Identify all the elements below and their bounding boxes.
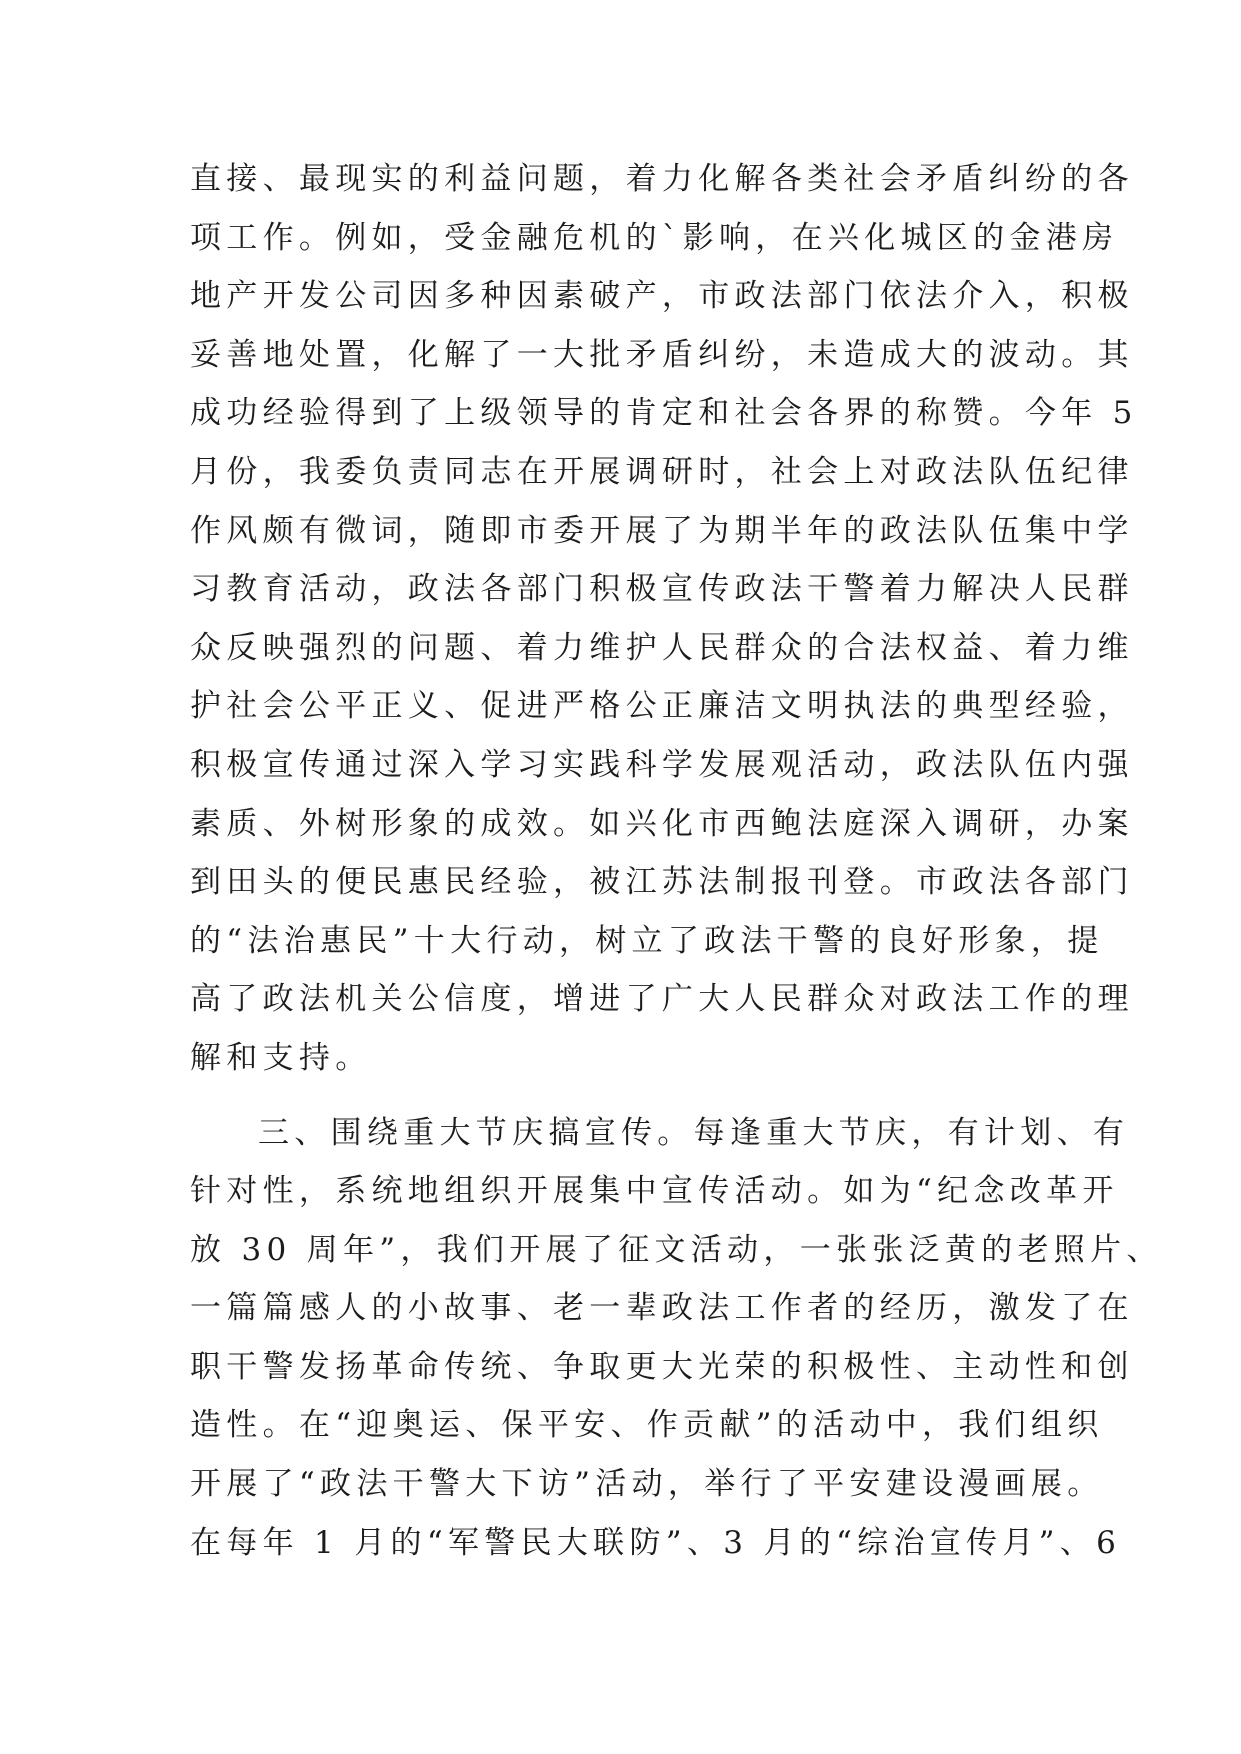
text-line: 众反映强烈的问题、着力维护人民群众的合法权益、着力维 [190, 629, 1134, 666]
text-line: 到田头的便民惠民经验，被江苏法制报刊登。市政法各部门 [190, 864, 1134, 901]
text-line: 积极宣传通过深入学习实践科学发展观活动，政法队伍内强 [190, 746, 1134, 783]
paragraph-2 [190, 1104, 1163, 1573]
text-line: 直接、最现实的利益问题，着力化解各类社会矛盾纠纷的各 [190, 161, 1134, 197]
text-line: 的“法治惠民”十大行动，树立了政法干警的良好形象，提 [190, 922, 1104, 959]
text-line: 一篇篇感人的小故事、老一辈政法工作者的经历，激发了在 [190, 1290, 1134, 1327]
text-line: 解和支持。 [190, 1039, 372, 1076]
text-line: 妥善地处置，化解了一大批矛盾纠纷，未造成大的波动。其 [190, 336, 1134, 373]
body-text [190, 150, 1163, 1572]
text-line: 造性。在“迎奥运、保平安、作贡献”的活动中，我们组织 [190, 1407, 1104, 1444]
text-line: 放 30 周年”，我们开展了征文活动，一张张泛黄的老照片、 [190, 1231, 1163, 1268]
text-line: 三、围绕重大节庆搞宣传。每逢重大节庆，有计划、有 [258, 1114, 1130, 1151]
text-line: 护社会公平正义、促进严格公正廉洁文明执法的典型经验， [190, 688, 1134, 725]
text-line: 针对性，系统地组织开展集中宣传活动。如为“纪念改革开 [190, 1173, 1119, 1210]
paragraph-spacer [190, 1088, 1070, 1104]
text-line: 项工作。例如，受金融危机的`影响，在兴化城区的金港房 [190, 219, 1119, 256]
text-line: 作风颇有微词，随即市委开展了为期半年的政法队伍集中学 [190, 512, 1134, 549]
paragraph-1 [190, 150, 1138, 1088]
text-line: 习教育活动，政法各部门积极宣传政法干警着力解决人民群 [190, 571, 1134, 608]
text-line: 成功经验得到了上级领导的肯定和社会各界的称赞。今年 5 [190, 395, 1138, 432]
text-line: 职干警发扬革命传统、争取更大光荣的积极性、主动性和创 [190, 1348, 1134, 1385]
text-line: 地产开发公司因多种因素破产，市政法部门依法介入，积极 [190, 278, 1134, 315]
text-line: 开展了“政法干警大下访”活动，举行了平安建设漫画展。 [190, 1466, 1104, 1503]
text-line: 素质、外树形象的成效。如兴化市西鲍法庭深入调研，办案 [190, 805, 1134, 842]
text-line: 月份，我委负责同志在开展调研时，社会上对政法队伍纪律 [190, 453, 1134, 490]
text-line: 在每年 1 月的“军警民大联防”、3 月的“综治宣传月”、6 [190, 1524, 1122, 1561]
text-line: 高了政法机关公信度，增进了广大人民群众对政法工作的理 [190, 981, 1134, 1018]
